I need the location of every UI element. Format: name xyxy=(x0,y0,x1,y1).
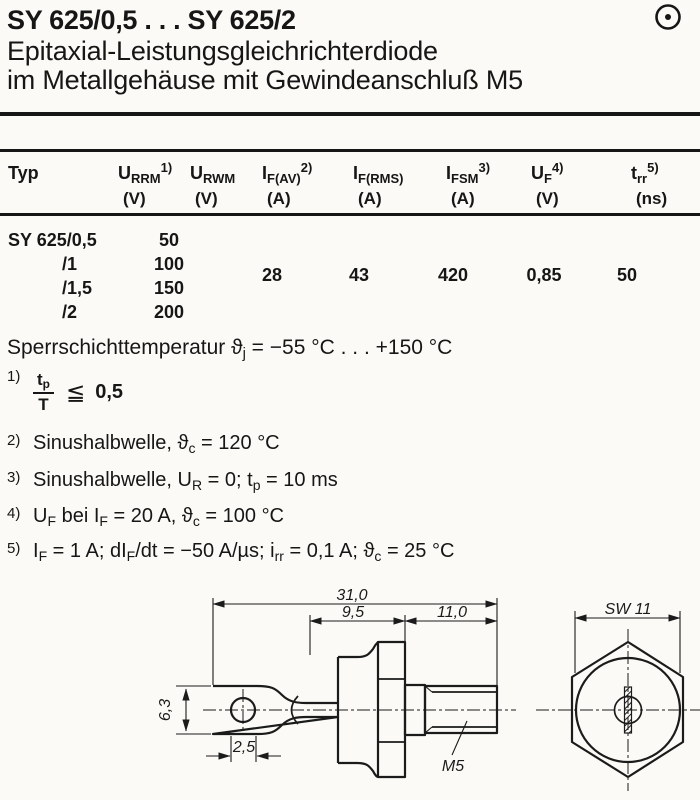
col-header-ifav: $I_{F(AV)}^{2)}$ (A) xyxy=(262,160,313,208)
trr-value: 50 xyxy=(616,265,638,285)
part-number-title: SY 625/0,5 . . . SY 625/2 xyxy=(7,5,296,35)
slot xyxy=(625,687,632,733)
extension-lines xyxy=(176,598,680,762)
table-row-typ-3: /1,5 xyxy=(62,278,93,298)
junction-temperature-line: Sperrschichttemperatur $ϑ_j = -55$ °C . . . +150 °C xyxy=(7,336,453,363)
footnote-5: 5) $I_F = 1$ A; $dI_F/dt = -50$ A/µs; $i_{rr} = 0,1$ A; $ϑ_c = 25$ °C xyxy=(7,540,455,564)
wrench-size-label: SW 11 xyxy=(604,601,652,618)
ifrms-value: 43 xyxy=(348,265,370,285)
tp-over-t-fraction: $\frac{t_p}{T}$ xyxy=(33,370,54,415)
package-outline-drawing xyxy=(0,575,700,800)
urrm-value-2: 100 xyxy=(153,254,185,274)
table-header-rule xyxy=(0,213,700,216)
m5-leader-line xyxy=(452,721,467,755)
table-row-typ-2: /1 xyxy=(62,254,78,274)
subtitle-line-2: im Metallgehäuse mit Gewindeanschluß M5 xyxy=(7,65,523,95)
thread-label: M5 xyxy=(441,758,465,775)
ifav-value: 28 xyxy=(261,265,283,285)
less-equal-sign: ≦ xyxy=(65,379,86,405)
ifsm-value: 420 xyxy=(437,265,469,285)
footnote-4: 4) $U_F$ bei $I_F = 20$ A, $ϑ_c = 100$ °C xyxy=(7,505,285,529)
col-header-urrm: $U_{RRM}^{1)}$ (V) xyxy=(118,160,173,208)
col-header-trr: $t_{rr}^{5)}$ (ns) xyxy=(631,160,668,208)
dim-label-body-length: 9,5 xyxy=(341,604,365,621)
dim-label-tab-width: 6,3 xyxy=(157,698,174,722)
dim-label-total-length: 31,0 xyxy=(336,587,368,604)
device-description xyxy=(7,37,523,95)
circle-dot-icon xyxy=(653,2,683,37)
table-row-typ-4: /2 xyxy=(62,302,78,322)
urrm-value-1: 50 xyxy=(158,230,180,250)
urrm-value-4: 200 xyxy=(153,302,185,322)
dim-label-stud-length: 11,0 xyxy=(437,604,467,621)
table-top-rule xyxy=(0,149,700,152)
col-header-urwm: $U_{RWM}$ (V) xyxy=(190,163,236,208)
footnote-2: 2) Sinushalbwelle, $ϑ_c = 120$ °C xyxy=(7,432,280,456)
subtitle-line-1: Epitaxial-Leistungsgleichrichterdiode xyxy=(7,36,438,66)
col-header-ifrms: $I_{F(RMS)}$ (A) xyxy=(353,163,404,208)
uf-value: 0,85 xyxy=(526,265,562,285)
footnote-1 xyxy=(7,370,123,415)
col-header-ifsm: $I_{FSM}^{3)}$ (A) xyxy=(446,160,491,208)
table-row-typ-1: SY 625/0,5 xyxy=(8,230,97,250)
footnote-3: 3) Sinushalbwelle, $U_R = 0$; $t_p = 10$ ms xyxy=(7,469,338,493)
col-header-uf: $U_F^{4)}$ (V) xyxy=(531,160,564,208)
footnote-1-marker: 1) xyxy=(7,368,21,385)
footnote-1-value: 0,5 xyxy=(95,381,124,403)
dim-label-hole: 2,5 xyxy=(232,739,256,756)
divider-thick xyxy=(0,112,700,116)
urrm-value-3: 150 xyxy=(153,278,185,298)
col-header-typ: Typ xyxy=(8,163,39,183)
